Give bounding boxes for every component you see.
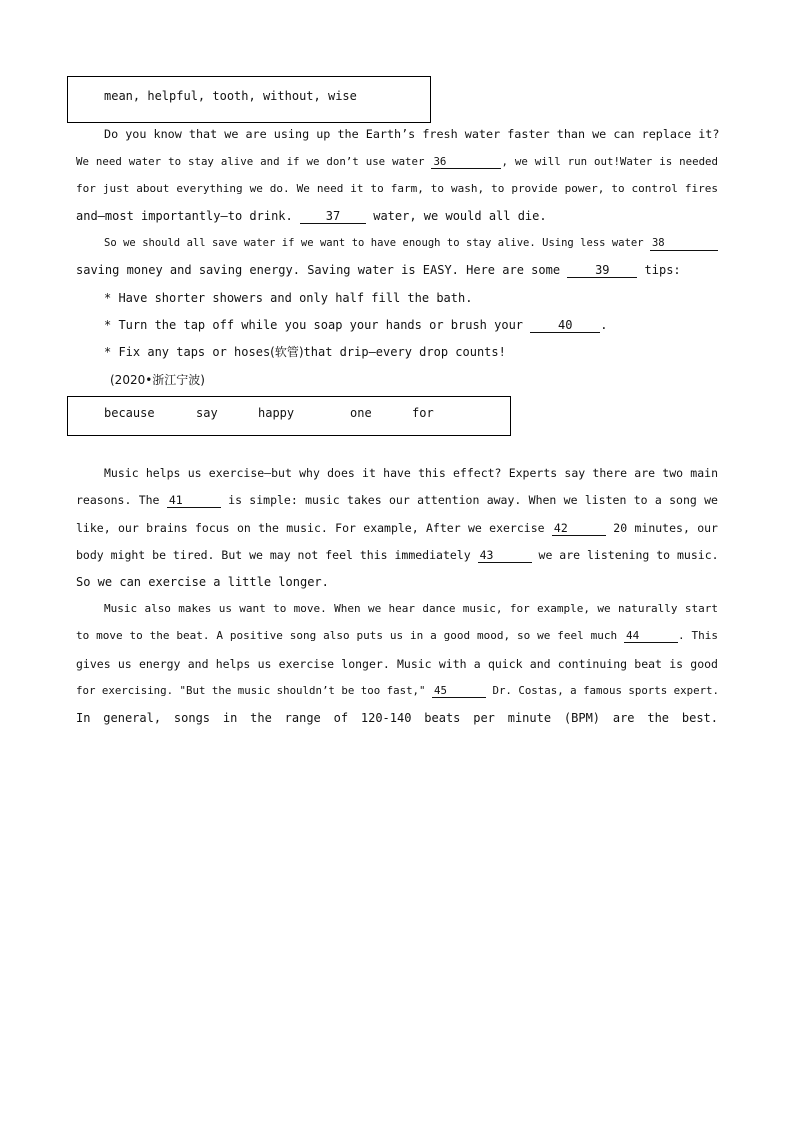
word-bank-box-1 [67,76,431,123]
text: We need water to stay alive and if we don’t use water [76,155,425,168]
passage2-line-10 [76,710,718,726]
text: * Fix any taps or hoses [104,345,271,359]
blank-38[interactable]: 38 [650,237,718,251]
blank-45[interactable]: 45 [432,684,486,698]
passage2-line-9 [76,683,718,699]
passage2-line-7 [76,628,718,644]
word-bank-1-words: mean, helpful, tooth, without, wise [104,89,357,103]
passage2-line-5 [76,574,718,590]
word: say [196,406,218,420]
text: In general, songs in the range of 120-140 beats per minute (BPM) are the best. [76,711,718,725]
word: for [412,406,434,420]
text: 20 minutes, our [613,521,718,535]
passage2-line-1 [104,465,718,481]
text: that drip—every drop counts! [303,345,506,359]
blank-37[interactable]: 37 [300,210,366,224]
tip-3 [104,344,506,360]
word: happy [258,406,295,420]
text: to move to the beat. A positive song also puts us in a good mood, so we feel much [76,629,618,642]
text: is simple: music takes our attention away. When we listen to a song we [228,493,718,507]
passage2-line-3 [76,520,718,536]
text: saving money and saving energy. Saving water is EASY. Here are some [76,263,561,277]
text: , we will run out!Water is needed [501,155,718,168]
text: So we should all save water if we want to have enough to stay alive. Using less water [104,237,644,249]
text: . This [678,629,718,642]
passage2-line-4 [76,547,718,563]
text: So we can exercise a little longer. [76,575,329,589]
text: (软管) [270,345,304,359]
text: Dr. Costas, a famous sports expert. [492,684,719,697]
blank-42[interactable]: 42 [552,522,606,536]
tip-1 [104,290,472,306]
passage1-line-2 [76,154,718,170]
text: * Have shorter showers and only half fill the bath. [104,291,473,305]
text: . [600,318,608,332]
blank-43[interactable]: 43 [478,549,532,563]
word-bank-2-words [104,406,434,420]
word: one [350,406,372,420]
passage2-line-2 [76,492,718,508]
word: because [104,406,155,420]
tip-2 [104,317,608,333]
text: for exercising. "But the music shouldn’t be too fast," [76,684,426,697]
text: for just about everything we do. We need it to farm, to wash, to provide power, to control fires [76,182,718,195]
passage1-line-3 [76,181,718,197]
blank-41[interactable]: 41 [167,494,221,508]
text: gives us energy and helps us exercise longer. Music with a quick and continuing beat is good [76,657,718,671]
text: Music also makes us want to move. When we hear dance music, for example, we naturally start [104,602,718,615]
text: Do you know that we are using up the Earth’s fresh water faster than we can replace it? [104,127,720,141]
text: * Turn the tap off while you soap your hands or brush your [104,318,524,332]
passage1-line-4 [76,208,718,224]
blank-44[interactable]: 44 [624,629,678,643]
text: body might be tired. But we may not feel this immediately [76,548,471,562]
passage1-line-1 [104,126,718,142]
blank-36[interactable]: 36 [431,155,501,169]
text: reasons. The [76,493,160,507]
text: and—most importantly—to drink. [76,209,293,223]
passage2-line-6 [104,601,718,617]
text: Music helps us exercise—but why does it have this effect? Experts say there are two main [104,466,718,480]
text: tips: [644,263,681,277]
passage2-line-8 [76,656,718,672]
text: water, we would all die. [373,209,547,223]
blank-40[interactable]: 40 [530,319,600,333]
text: like, our brains focus on the music. For example, After we exercise [76,521,545,535]
text: we are listening to music. [538,548,719,562]
passage1-line-6 [76,262,718,278]
passage1-line-5 [104,235,718,251]
source-label: (2020•浙江宁波) [110,373,205,387]
word-bank-box-2 [67,396,511,436]
blank-39[interactable]: 39 [567,264,637,278]
